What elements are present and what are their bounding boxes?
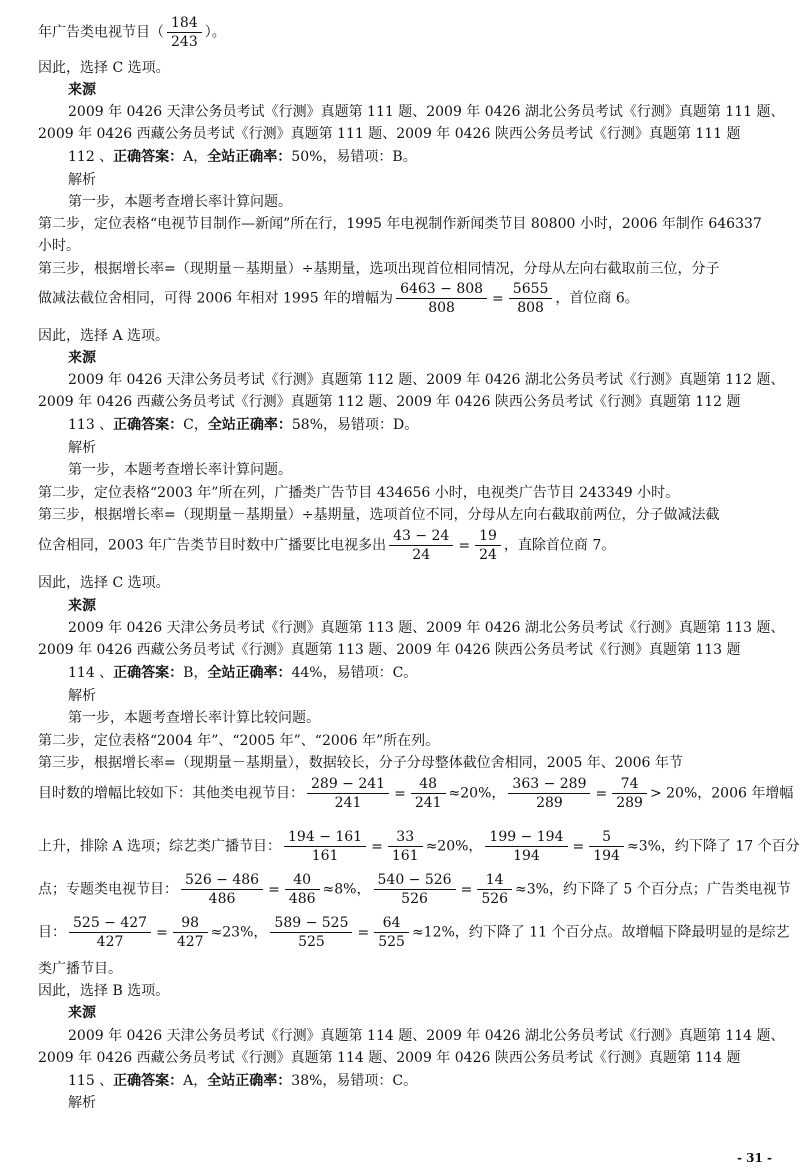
text-line: 因此，选择 C 选项。 [38,575,170,591]
denominator: 161 [311,848,339,864]
numerator: 589 − 525 [270,914,352,933]
fraction [475,527,501,564]
text-line [38,775,793,812]
text-line: 第三步，根据增长率=（现期量－基期量），数据较长，分子分母整体截位舍相同，2005 年、2006 年节 [38,755,683,771]
denominator: 194 [513,848,540,864]
denominator: 289 [616,795,643,811]
question-number: 115 、 [68,1073,114,1089]
answer-label: 正确答案： [113,1073,184,1089]
fraction [612,775,647,812]
denominator: 161 [391,848,419,864]
accuracy-value: 58%，易错项：D。 [291,417,419,433]
text: ≈3%，约下降了 17 个百分 [626,838,800,855]
fraction [284,828,366,865]
text-line: 第三步，根据增长率=（现期量－基期量）÷基期量，选项出现首位相同情况，分母从左向右截取前三位，分子 [38,261,720,277]
section-heading: 来源 [68,1005,96,1021]
numerator: 363 − 289 [508,775,590,794]
question-number: 112 、 [68,149,114,165]
text-line: 类广播节目。 [38,961,122,977]
text: ≈20%， [425,838,483,855]
answer-line [68,663,417,683]
fraction [167,14,202,51]
denominator: 24 [479,547,497,563]
numerator: 194 − 161 [284,828,366,847]
fraction [396,280,487,317]
numerator: 19 [475,527,501,546]
text-line: 2009 年 0426 天津公务员考试《行测》真题第 114 题、2009 年 0426 湖北公务员考试《行测》真题第 114 题、 [68,1028,785,1044]
text: 位舍相同，2003 年广告类节目时数中广播要比电视多出 [38,537,387,554]
text-line [38,280,639,317]
numerator: 6463 − 808 [396,280,487,299]
fraction [181,871,263,908]
text-line [38,828,800,865]
numerator: 199 − 194 [485,828,567,847]
text: 做减法截位舍相同，可得 2006 年相对 1995 年的增幅为 [38,290,394,307]
text-line [38,14,226,51]
equals-sign: = [357,924,370,941]
equals-sign: = [371,838,383,855]
text: ≈12%，约下降了 11 个百分点。故增幅下降最明显的是综艺 [411,924,790,941]
denominator: 194 [593,848,620,864]
denominator: 289 [536,795,563,811]
text-line: 小时。 [38,238,80,254]
text: ，直除首位商 7。 [503,537,616,554]
section-heading: 解析 [68,688,96,704]
text-line: 2009 年 0426 天津公务员考试《行测》真题第 112 题、2009 年 0426 湖北公务员考试《行测》真题第 112 题、 [68,372,785,388]
accuracy-value: 50%，易错项：B。 [291,149,417,165]
section-heading: 来源 [68,598,96,614]
fraction [388,828,423,865]
accuracy-label: 全站正确率： [207,149,292,165]
denominator: 241 [414,795,442,811]
numerator: 33 [388,828,423,847]
fraction [270,914,352,951]
fraction [285,871,320,908]
answer-line [68,147,417,167]
accuracy-value: 44%，易错项：C。 [291,665,418,681]
denominator: 427 [96,934,124,950]
accuracy-label: 全站正确率： [207,1073,292,1089]
numerator: 525 − 427 [69,914,151,933]
accuracy-label: 全站正确率： [207,417,292,433]
denominator: 525 [378,934,405,950]
question-number: 114 、 [68,665,114,681]
text: > 20% [649,785,698,802]
answer-label: 正确答案： [113,665,184,681]
numerator: 184 [167,14,202,33]
numerator: 40 [285,871,320,890]
accuracy-value: 38%，易错项：C。 [291,1073,418,1089]
fraction [389,527,453,564]
answer-line [68,415,418,435]
text-line: 2009 年 0426 西藏公务员考试《行测》真题第 113 题、2009 年 0426 陕西公务员考试《行测》真题第 113 题 [38,642,741,658]
equals-sign: = [156,924,168,941]
section-heading: 来源 [68,350,96,366]
accuracy-label: 全站正确率： [207,665,292,681]
text-line: 第三步，根据增长率=（现期量－基期量）÷基期量，选项首位不同，分母从左向右截取前两位，分子做减法截 [38,507,720,523]
text: ）。 [204,24,226,41]
numerator: 98 [173,914,208,933]
text: ≈20%， [448,785,506,802]
fraction [477,871,512,908]
fraction [508,775,590,812]
denominator: 24 [412,547,431,563]
numerator: 540 − 526 [374,871,456,890]
denominator: 808 [428,300,455,316]
text-line: 第二步，定位表格“2004 年”、“2005 年”、“2006 年”所在列。 [38,733,440,749]
fraction [485,828,567,865]
text-line: 2009 年 0426 天津公务员考试《行测》真题第 113 题、2009 年 0426 湖北公务员考试《行测》真题第 113 题、 [68,620,785,636]
answer-value: A， [183,1073,208,1089]
text-line: 因此，选择 B 选项。 [38,983,170,999]
text-line: 第一步，本题考查增长率计算问题。 [68,194,292,210]
numerator: 5 [589,828,624,847]
page-number: - 31 - [736,1151,772,1165]
equals-sign: = [492,290,504,307]
equals-sign: = [268,881,280,898]
equals-sign: = [458,537,471,554]
text: ≈3%，约下降了 5 个百分点；广告类电视节 [515,881,791,898]
denominator: 427 [176,934,204,950]
numerator: 14 [477,871,512,890]
answer-label: 正确答案： [113,149,184,165]
denominator: 808 [517,300,544,316]
numerator: 74 [612,775,647,794]
numerator: 526 − 486 [181,871,263,890]
text: ，首位商 6。 [555,290,639,307]
text-line: 2009 年 0426 天津公务员考试《行测》真题第 111 题、2009 年 0426 湖北公务员考试《行测》真题第 111 题、 [68,104,785,120]
text: 上升，排除 A 选项；综艺类广播节目： [38,838,282,855]
text-line: 第一步，本题考查增长率计算问题。 [68,462,292,478]
numerator: 64 [374,914,409,933]
denominator: 525 [298,934,325,950]
fraction [374,914,409,951]
text-line: 2009 年 0426 西藏公务员考试《行测》真题第 114 题、2009 年 0426 陕西公务员考试《行测》真题第 114 题 [38,1050,741,1066]
text: ≈23%， [210,924,268,941]
denominator: 486 [208,891,236,907]
text: ，2006 年增幅 [697,785,794,802]
text: 点；专题类电视节目： [38,881,178,898]
text: 目： [38,924,66,941]
denominator: 241 [334,795,362,811]
text-line [38,871,791,908]
equals-sign: = [595,785,608,802]
answer-line [68,1071,417,1091]
text-line: 因此，选择 A 选项。 [38,328,170,344]
text-line [38,527,615,564]
numerator: 48 [411,775,446,794]
text: 年广告类电视节目（ [38,24,164,41]
text-line: 因此，选择 C 选项。 [38,60,170,76]
fraction [69,914,151,951]
fraction [411,775,446,812]
denominator: 243 [171,34,198,50]
numerator: 289 − 241 [307,775,389,794]
equals-sign: = [460,881,473,898]
fraction [589,828,624,865]
numerator: 5655 [509,280,553,299]
question-number: 113 、 [68,417,114,433]
numerator: 43 − 24 [389,527,453,546]
denominator: 526 [481,891,509,907]
fraction [173,914,208,951]
fraction [509,280,553,317]
text-line [38,914,790,951]
answer-value: C， [183,417,208,433]
denominator: 526 [401,891,428,907]
text: 目时数的增幅比较如下：其他类电视节目： [38,785,304,802]
answer-label: 正确答案： [113,417,184,433]
text-line: 2009 年 0426 西藏公务员考试《行测》真题第 112 题、2009 年 0426 陕西公务员考试《行测》真题第 112 题 [38,394,741,410]
text-line: 第二步，定位表格“2003 年”所在列，广播类广告节目 434656 小时，电视类广告节目 243349 小时。 [38,485,680,501]
text-line: 第一步，本题考查增长率计算比较问题。 [68,710,320,726]
text-line: 2009 年 0426 西藏公务员考试《行测》真题第 111 题、2009 年 0426 陕西公务员考试《行测》真题第 111 题 [38,126,741,142]
section-heading: 来源 [68,82,96,98]
fraction [374,871,456,908]
equals-sign: = [394,785,406,802]
fraction [307,775,389,812]
section-heading: 解析 [68,440,96,456]
section-heading: 解析 [68,1095,96,1111]
text: ≈8%， [322,881,371,898]
denominator: 486 [288,891,316,907]
answer-value: B， [183,665,208,681]
text-line: 第二步，定位表格“电视节目制作—新闻”所在行，1995 年电视制作新闻类节目 80800 小时，2006 年制作 646337 [38,216,762,232]
equals-sign: = [572,838,585,855]
answer-value: A， [183,149,208,165]
section-heading: 解析 [68,172,96,188]
